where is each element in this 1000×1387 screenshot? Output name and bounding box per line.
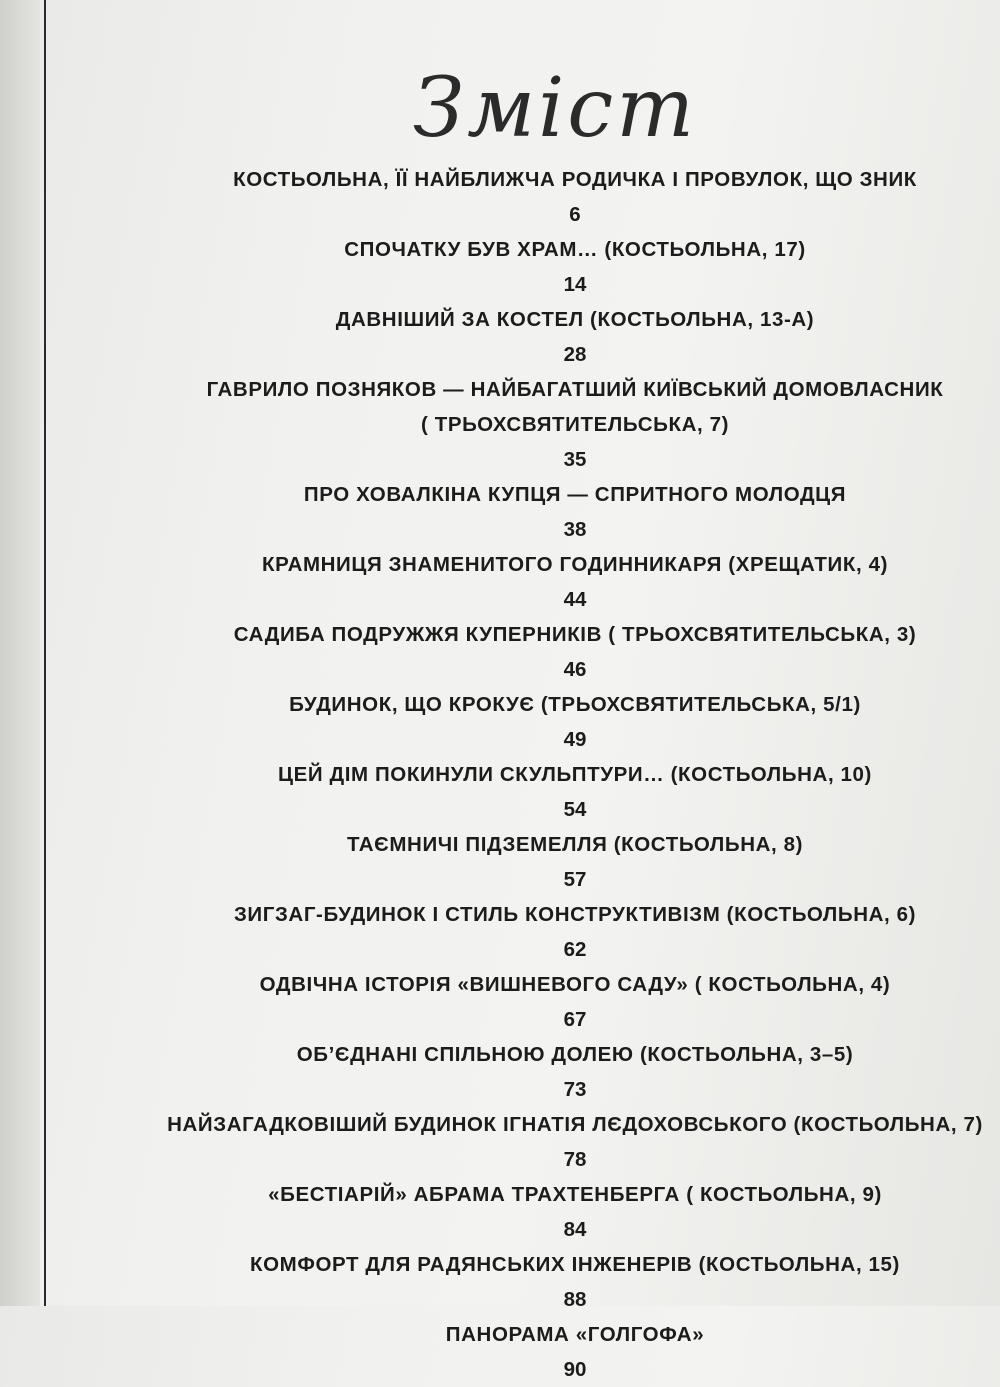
toc-entry-title: ГАВРИЛО ПОЗНЯКОВ — НАЙБАГАТШИЙ КИЇВСЬКИЙ ДОМОВЛАСНИК <box>206 378 944 401</box>
toc-entry <box>60 897 1000 967</box>
toc-entry-title: НАЙЗАГАДКОВІШИЙ БУДИНОК ІГНАТІЯ ЛЄДОХОВСЬКОГО (КОСТЬОЛЬНА, 7) <box>167 1113 983 1136</box>
table-of-contents <box>60 162 1000 1387</box>
toc-entry-page-number: 28 <box>563 343 587 366</box>
toc-entry-title: ОБ’ЄДНАНІ СПІЛЬНОЮ ДОЛЕЮ (КОСТЬОЛЬНА, 3–5) <box>296 1043 854 1066</box>
toc-entry <box>60 617 1000 687</box>
toc-entry-page-number: 14 <box>563 273 587 296</box>
toc-entry <box>60 547 1000 617</box>
toc-entry <box>60 1037 1000 1107</box>
toc-entry-page-number: 54 <box>563 798 587 821</box>
toc-entry-page-number: 57 <box>563 868 587 891</box>
toc-entry-subtitle: ( ТРЬОХСВЯТИТЕЛЬСЬКА, 7) <box>420 413 729 436</box>
toc-entry-title: БУДИНОК, ЩО КРОКУЄ (ТРЬОХСВЯТИТЕЛЬСЬКА, 5/1) <box>289 693 861 716</box>
toc-entry-page-number: 6 <box>569 203 581 226</box>
toc-entry-page-number: 90 <box>563 1358 587 1381</box>
toc-entry <box>60 162 1000 232</box>
toc-entry-title: ПРО ХОВАЛКІНА КУПЦЯ — СПРИТНОГО МОЛОДЦЯ <box>303 483 847 506</box>
margin-rule <box>44 0 46 1306</box>
toc-entry-page-number: 44 <box>563 588 587 611</box>
toc-entry <box>60 967 1000 1037</box>
toc-entry <box>60 302 1000 372</box>
page-gutter <box>0 0 40 1306</box>
toc-entry-title: КРАМНИЦЯ ЗНАМЕНИТОГО ГОДИННИКАРЯ (ХРЕЩАТИК, 4) <box>261 553 889 576</box>
toc-entry-title: КОСТЬОЛЬНА, ЇЇ НАЙБЛИЖЧА РОДИЧКА І ПРОВУЛОК, ЩО ЗНИК <box>233 168 917 191</box>
page-title: Зміст <box>413 60 697 156</box>
toc-entry <box>60 827 1000 897</box>
toc-entry-title: КОМФОРТ ДЛЯ РАДЯНСЬКИХ ІНЖЕНЕРІВ (КОСТЬОЛЬНА, 15) <box>250 1253 900 1276</box>
toc-entry <box>60 687 1000 757</box>
toc-entry <box>60 1107 1000 1177</box>
toc-entry-page-number: 46 <box>563 658 587 681</box>
toc-entry <box>60 1317 1000 1387</box>
toc-entry <box>60 1177 1000 1247</box>
toc-entry-title: ОДВІЧНА ІСТОРІЯ «ВИШНЕВОГО САДУ» ( КОСТЬОЛЬНА, 4) <box>259 973 891 996</box>
toc-entry-title: ДАВНІШИЙ ЗА КОСТЕЛ (КОСТЬОЛЬНА, 13-А) <box>335 308 815 331</box>
toc-entry <box>60 757 1000 827</box>
toc-entry-page-number: 78 <box>563 1148 587 1171</box>
toc-entry <box>60 372 1000 477</box>
toc-entry <box>60 477 1000 547</box>
toc-entry-page-number: 88 <box>563 1288 587 1311</box>
toc-entry-page-number: 84 <box>563 1218 587 1241</box>
toc-entry-page-number: 62 <box>563 938 587 961</box>
toc-entry-page-number: 38 <box>563 518 587 541</box>
toc-entry-title: САДИБА ПОДРУЖЖЯ КУПЕРНИКІВ ( ТРЬОХСВЯТИТЕЛЬСЬКА, 3) <box>233 623 917 646</box>
toc-entry <box>60 232 1000 302</box>
toc-entry <box>60 1247 1000 1317</box>
toc-entry-page-number: 67 <box>563 1008 587 1031</box>
toc-entry-page-number: 73 <box>563 1078 587 1101</box>
toc-entry-title: СПОЧАТКУ БУВ ХРАМ… (КОСТЬОЛЬНА, 17) <box>344 238 806 261</box>
toc-entry-title: ТАЄМНИЧІ ПІДЗЕМЕЛЛЯ (КОСТЬОЛЬНА, 8) <box>346 833 804 856</box>
toc-entry-page-number: 35 <box>563 448 587 471</box>
toc-entry-page-number: 49 <box>563 728 587 751</box>
toc-entry-title: ЗИГЗАГ-БУДИНОК І СТИЛЬ КОНСТРУКТИВІЗМ (КОСТЬОЛЬНА, 6) <box>233 903 917 926</box>
toc-entry-title: ПАНОРАМА «ГОЛГОФА» <box>445 1323 705 1346</box>
toc-entry-title: «БЕСТІАРІЙ» АБРАМА ТРАХТЕНБЕРГА ( КОСТЬОЛЬНА, 9) <box>268 1183 882 1206</box>
toc-entry-title: ЦЕЙ ДІМ ПОКИНУЛИ СКУЛЬПТУРИ… (КОСТЬОЛЬНА, 10) <box>278 763 872 786</box>
